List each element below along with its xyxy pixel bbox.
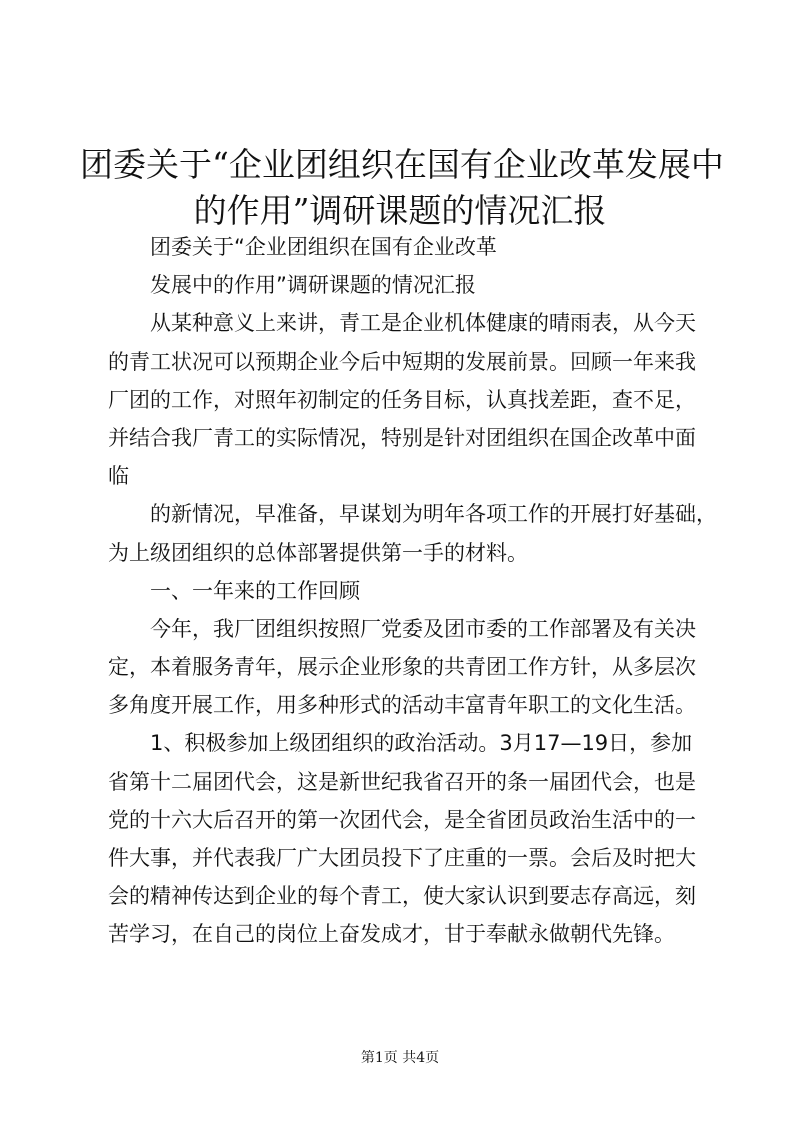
paragraph-line: 省第十二届团代会，这是新世纪我省召开的条一届团代会，也是 [108,769,696,794]
paragraph-line: 的新情况，早准备，早谋划为明年各项工作的开展打好基础， [150,502,717,527]
paragraph-line: 党的十六大后召开的第一次团代会，是全省团员政治生活中的一 [108,807,696,832]
paragraph-line: 会的精神传达到企业的每个青工，使大家认识到要志存高远，刻 [108,884,696,909]
paragraph-line: 从某种意义上来讲，青工是企业机体健康的晴雨表，从今天 [150,311,696,336]
paragraph-line: 的青工状况可以预期企业今后中短期的发展前景。回顾一年来我 [108,349,696,374]
paragraph-line: 临 [108,464,129,489]
paragraph-line: 1、积极参加上级团组织的政治活动。3月17—19日，参加 [150,731,693,756]
page-footer: 第1页 共4页 [360,1050,440,1066]
document-body [108,228,717,954]
paragraph-line: 今年，我厂团组织按照厂党委及团市委的工作部署及有关决 [150,616,696,641]
title-line-2: 的作用”调研课题的情况汇报 [193,191,607,230]
section-heading: 一、一年来的工作回顾 [150,578,360,603]
subtitle-line: 团委关于“企业团组织在国有企业改革 [150,235,497,259]
paragraph-line: 定，本着服务青年，展示企业形象的共青团工作方针，从多层次 [108,655,696,680]
paragraph-line: 厂团的工作，对照年初制定的任务目标，认真找差距，查不足， [108,387,696,412]
document-title [80,142,724,234]
title-line-1: 团委关于“企业团组织在国有企业改革发展中 [80,145,724,184]
paragraph-line: 为上级团组织的总体部署提供第一手的材料。 [108,540,528,565]
paragraph-line: 苦学习，在自己的岗位上奋发成才，甘于奉献永做朝代先锋。 [108,922,675,947]
subtitle-line: 发展中的作用”调研课题的情况汇报 [150,273,476,298]
paragraph-line: 件大事，并代表我厂广大团员投下了庄重的一票。会后及时把大 [108,846,696,870]
paragraph-line: 多角度开展工作，用多种形式的活动丰富青年职工的文化生活。 [108,693,696,718]
paragraph-line: 并结合我厂青工的实际情况，特别是针对团组织在国企改革中面 [108,425,696,450]
